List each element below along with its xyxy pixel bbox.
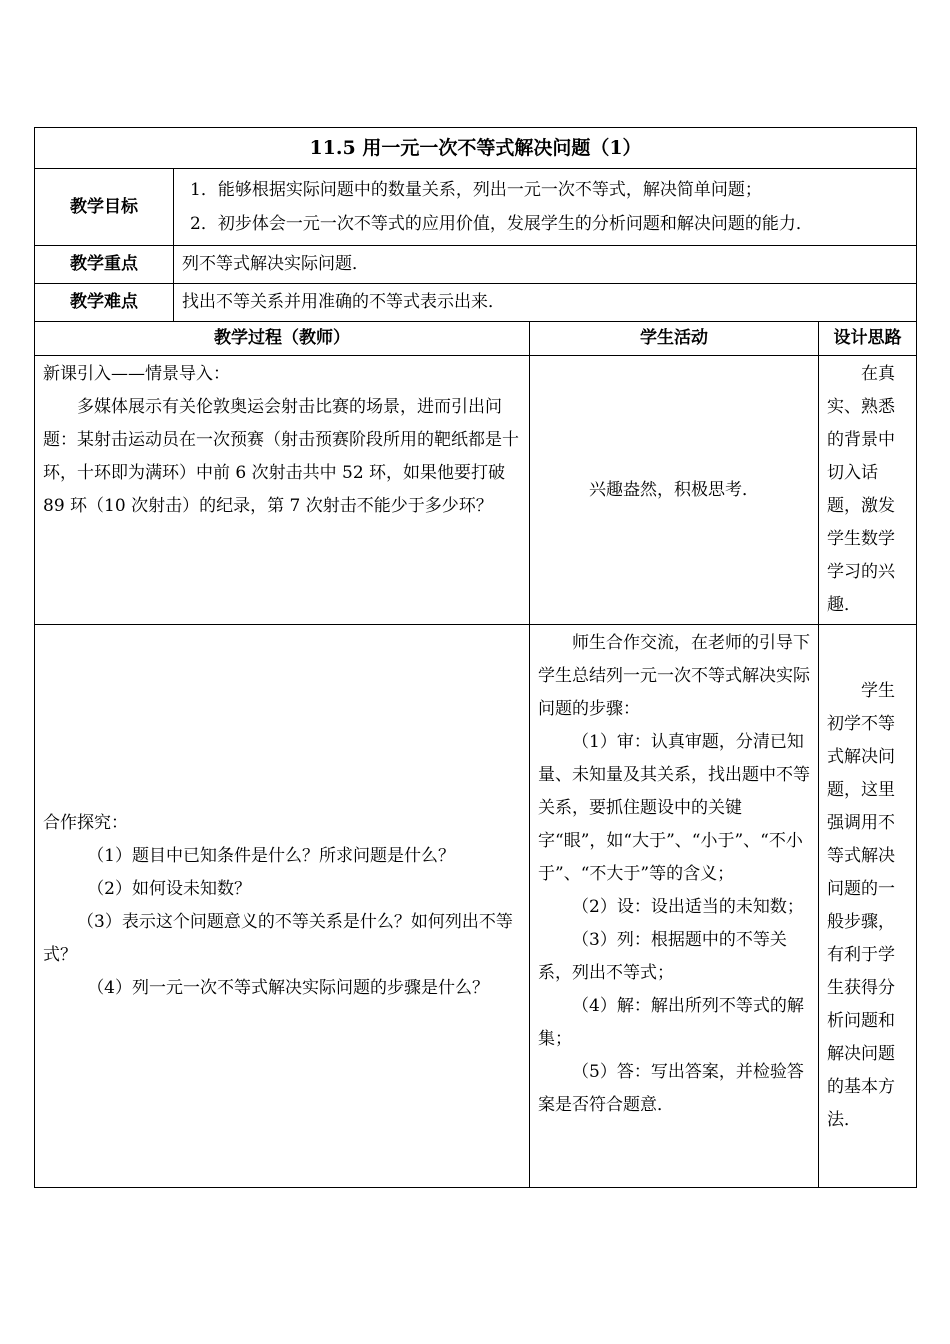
difficulty-row — [35, 284, 917, 322]
lesson-table — [34, 127, 917, 1188]
question-item: （2）如何设未知数？ — [87, 879, 252, 899]
step-item: （4）解：解出所列不等式的解集； — [538, 996, 804, 1049]
step-item: （3）列：根据题中的不等关系，列出不等式； — [538, 930, 787, 983]
section2-design — [819, 625, 917, 1188]
section1-process — [35, 356, 530, 625]
section1-design — [819, 356, 917, 625]
step-item: （5）答：写出答案，并检验答案是否符合题意． — [538, 1062, 804, 1115]
section1-intro: 新课引入——情景导入： — [43, 364, 230, 384]
section1-student: 兴趣盎然，积极思考． — [530, 356, 819, 625]
section2-process — [35, 625, 530, 1188]
section1-body: 多媒体展示有关伦敦奥运会射击比赛的场景，进而引出问题：某射击运动员在一次预赛（射击预赛阶段所用的靶纸都是十环，十环即为满环）中前 6 次射击共中 52 环，如果他要打破 89 环（10 次射击）的纪录，第 7 次射击不能少于多少环？ — [43, 397, 519, 516]
process-header: 教学过程（教师） — [35, 322, 530, 356]
objectives-content — [174, 169, 917, 246]
lesson-plan — [34, 127, 916, 1188]
design-header: 设计思路 — [819, 322, 917, 356]
objective-item: 1．能够根据实际问题中的数量关系，列出一元一次不等式，解决简单问题； — [190, 180, 762, 200]
difficulty-label: 教学难点 — [35, 284, 174, 322]
difficulty-text: 找出不等关系并用准确的不等式表示出来． — [174, 284, 917, 322]
title-row — [35, 128, 917, 169]
section2-intro: 合作探究： — [43, 813, 128, 833]
section1-design-text: 在真实、熟悉的背景中切入话题，激发学生数学学习的兴趣． — [827, 364, 895, 615]
section1-row — [35, 356, 917, 625]
section2-design-text: 学生初学不等式解决问题，这里强调用不等式解决问题的一般步骤，有利于学生获得分析问题和解决问题的基本方法． — [827, 681, 895, 1130]
student-intro: 师生合作交流，在老师的引导下学生总结列一元一次不等式解决实际问题的步骤： — [538, 633, 810, 719]
objective-item: 2．初步体会一元一次不等式的应用价值，发展学生的分析问题和解决问题的能力． — [190, 214, 813, 234]
key-point-text: 列不等式解决实际问题． — [174, 246, 917, 284]
section2-row — [35, 625, 917, 1188]
header-row — [35, 322, 917, 356]
key-point-row — [35, 246, 917, 284]
question-item: （1）题目中已知条件是什么？所求问题是什么？ — [87, 846, 456, 866]
objectives-row — [35, 169, 917, 246]
page-title: 11.5 用一元一次不等式解决问题（1） — [35, 128, 917, 169]
question-item: （4）列一元一次不等式解决实际问题的步骤是什么？ — [87, 978, 490, 998]
objectives-label: 教学目标 — [35, 169, 174, 246]
step-item: （1）审：认真审题，分清已知量、未知量及其关系，找出题中不等关系，要抓住题设中的关键字“眼”，如“大于”、“小于”、“不小于”、“不大于”等的含义； — [538, 732, 810, 884]
student-header: 学生活动 — [530, 322, 819, 356]
section2-student — [530, 625, 819, 1188]
question-item: （3）表示这个问题意义的不等关系是什么？如何列出不等式？ — [43, 912, 513, 965]
key-point-label: 教学重点 — [35, 246, 174, 284]
step-item: （2）设：设出适当的未知数； — [572, 897, 804, 917]
